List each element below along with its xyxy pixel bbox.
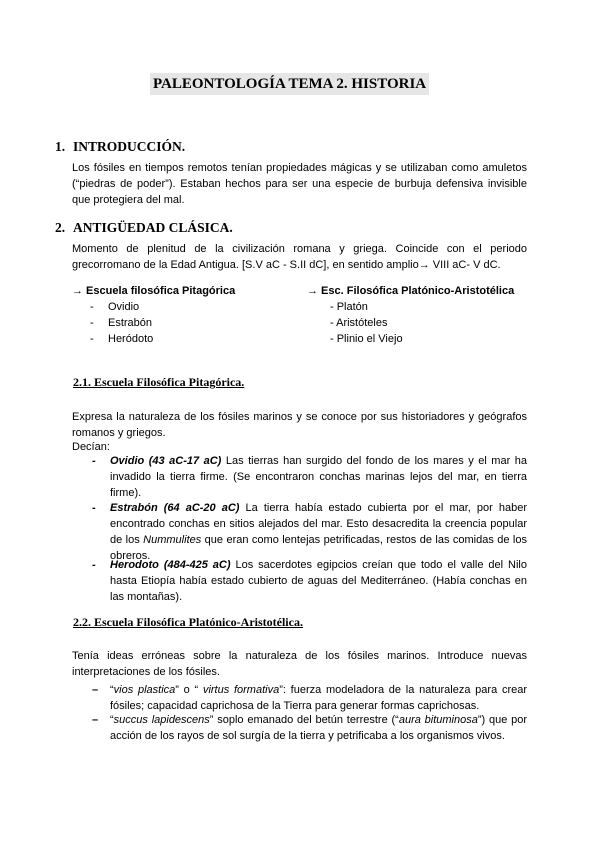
school-member: - Estrabón	[90, 317, 153, 329]
school-member: - Aristóteles	[330, 317, 388, 329]
school-member: - Plinio el Viejo	[330, 333, 403, 345]
bullet-ovidio: - Ovidio (43 aC-17 aC) Las tierras han surgido del fondo de los mares y el mar ha invadido la tierra firme. (Se encontraron conchas marinas lejos del mar, en tierra firme).	[92, 455, 527, 499]
pitagorica-intro: Expresa la naturaleza de los fósiles marinos y se conoce por sus historiadores y geógrafos romanos y griegos.	[72, 411, 527, 439]
school-heading-pitagorica: → Escuela filosófica Pitagórica	[72, 285, 236, 297]
bullet-herodoto: - Herodoto (484-425 aC) Los sacerdotes egipcios creían que todo el valle del Nilo hasta Etiopía había estado cubierto de aguas del Mediterráneo. (Había conchas en las montañas).	[92, 559, 527, 603]
section-number: 2.	[55, 220, 66, 235]
school-heading-platonico: → Esc. Filosófica Platónico-Aristotélica	[307, 285, 515, 297]
introduccion-paragraph: Los fósiles en tiempos remotos tenían propiedades mágicas y se utilizaban como amuletos (“piedras de poder”). Estaban hechos para ser una especie de burbuja defensiva invisible que protegiera del mal.	[72, 162, 527, 206]
bullet-vios-plastica: – “vios plastica” o “ virtus formativa”: fuerza modeladora de la naturaleza para crear fósiles; capacidad caprichosa de la Tierra para generar formas caprichosas.	[92, 684, 528, 712]
document-title: PALEONTOLOGÍA TEMA 2. HISTORIA	[150, 73, 429, 95]
section-heading-introduccion	[55, 139, 185, 155]
decian-label: Decían:	[72, 441, 110, 453]
school-member: - Platón	[330, 301, 368, 313]
section-heading-antiguedad	[55, 220, 233, 236]
school-member: - Heródoto	[90, 333, 154, 345]
section-number: 1.	[55, 139, 66, 154]
subsection-heading-pitagorica: 2.1. Escuela Filosófica Pitagórica.	[73, 375, 245, 389]
antiguedad-paragraph: Momento de plenitud de la civilización romana y griega. Coincide con el periodo grecorromano de la Edad Antigua. [S.V aC - S.II dC], en sentido amplio→ VIII aC- V dC.	[72, 243, 527, 271]
platonico-intro: Tenía ideas erróneas sobre la naturaleza de los fósiles marinos. Introduce nuevas interpretaciones de los fósiles.	[72, 650, 527, 678]
bullet-succus-lapidescens: – “succus lapidescens” soplo emanado del betún terrestre (“aura bituminosa”) que por acción de los rayos de sol surgía de la tierra y petrificaba a los organismos vivos.	[92, 714, 527, 742]
section-title: ANTIGÜEDAD CLÁSICA.	[73, 220, 233, 235]
bullet-estrabon: - Estrabón (64 aC-20 aC) La tierra había estado cubierta por el mar, por haber encontrado conchas en sitios alejados del mar. Esto desacredita la creencia popular de los Nummulites que eran como lentejas petrificadas, restos de las comidas de los obreros.	[92, 502, 527, 562]
section-title: INTRODUCCIÓN.	[73, 139, 186, 154]
subsection-heading-platonico: 2.2. Escuela Filosófica Platónico-Aristotélica.	[73, 615, 303, 629]
school-member: - Ovidio	[90, 301, 140, 313]
